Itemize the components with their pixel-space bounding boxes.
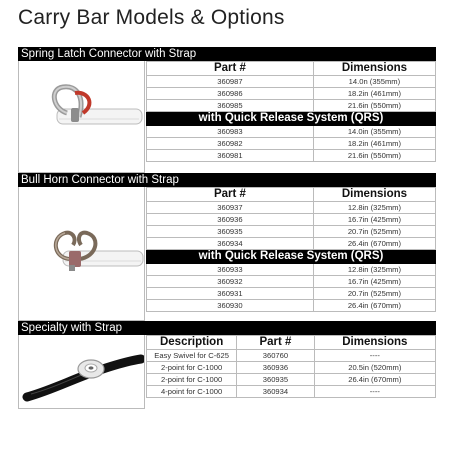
part-cell: 360760 — [237, 350, 314, 362]
table-row — [147, 288, 436, 300]
dim-cell: 18.2in (461mm) — [313, 138, 435, 150]
spring-latch-image — [18, 61, 145, 173]
desc-cell: 2-point for C-1000 — [147, 374, 237, 386]
table-row — [147, 100, 436, 112]
part-cell: 360987 — [147, 76, 314, 88]
qrs-heading: with Quick Release System (QRS) — [147, 250, 436, 264]
section-heading-bull-horn: Bull Horn Connector with Strap — [18, 173, 436, 187]
desc-cell: Easy Swivel for C-625 — [147, 350, 237, 362]
spring-latch-table — [146, 61, 436, 162]
table-row — [147, 374, 436, 386]
part-cell: 360934 — [237, 386, 314, 398]
table-row — [147, 150, 436, 162]
dim-cell: 18.2in (461mm) — [313, 88, 435, 100]
table-row — [147, 386, 436, 398]
part-cell: 360982 — [147, 138, 314, 150]
dim-cell: 26.4in (670mm) — [314, 374, 435, 386]
dim-cell: ---- — [314, 386, 435, 398]
dim-cell: 21.6in (550mm) — [313, 100, 435, 112]
page-title: Carry Bar Models & Options — [18, 6, 285, 29]
dim-cell: 26.4in (670mm) — [313, 300, 435, 312]
dim-cell: 20.7in (525mm) — [313, 226, 435, 238]
part-cell: 360983 — [147, 126, 314, 138]
col-header-dimensions: Dimensions — [313, 188, 435, 202]
table-row — [147, 238, 436, 250]
table-row — [147, 276, 436, 288]
col-header-dimensions: Dimensions — [313, 62, 435, 76]
dim-cell: 12.8in (325mm) — [313, 264, 435, 276]
table-row — [147, 214, 436, 226]
col-header-description: Description — [147, 336, 237, 350]
part-cell: 360932 — [147, 276, 314, 288]
col-header-part: Part # — [147, 188, 314, 202]
dim-cell: 20.7in (525mm) — [313, 288, 435, 300]
part-cell: 360985 — [147, 100, 314, 112]
dim-cell: 12.8in (325mm) — [313, 202, 435, 214]
col-header-part: Part # — [147, 62, 314, 76]
table-row — [147, 138, 436, 150]
table-row — [147, 264, 436, 276]
specialty-table — [146, 335, 436, 398]
part-cell: 360930 — [147, 300, 314, 312]
table-row — [147, 300, 436, 312]
dim-cell: 26.4in (670mm) — [313, 238, 435, 250]
bull-horn-image — [18, 187, 145, 321]
part-cell: 360934 — [147, 238, 314, 250]
table-row — [147, 226, 436, 238]
section-heading-spring-latch: Spring Latch Connector with Strap — [18, 47, 436, 61]
dim-cell: 14.0n (355mm) — [313, 76, 435, 88]
part-cell: 360935 — [147, 226, 314, 238]
part-cell: 360986 — [147, 88, 314, 100]
section-heading-specialty: Specialty with Strap — [18, 321, 436, 335]
col-header-part: Part # — [237, 336, 314, 350]
dim-cell: 16.7in (425mm) — [313, 214, 435, 226]
part-cell: 360936 — [237, 362, 314, 374]
bull-horn-table — [146, 187, 436, 312]
specialty-image — [18, 335, 145, 409]
dim-cell: 21.6in (550mm) — [313, 150, 435, 162]
table-row — [147, 126, 436, 138]
desc-cell: 4-point for C-1000 — [147, 386, 237, 398]
col-header-dimensions: Dimensions — [314, 336, 435, 350]
table-row — [147, 202, 436, 214]
table-row — [147, 350, 436, 362]
table-row — [147, 88, 436, 100]
dim-cell: 20.5in (520mm) — [314, 362, 435, 374]
dim-cell: ---- — [314, 350, 435, 362]
part-cell: 360935 — [237, 374, 314, 386]
qrs-heading: with Quick Release System (QRS) — [147, 112, 436, 126]
table-row — [147, 362, 436, 374]
part-cell: 360933 — [147, 264, 314, 276]
part-cell: 360981 — [147, 150, 314, 162]
part-cell: 360937 — [147, 202, 314, 214]
part-cell: 360931 — [147, 288, 314, 300]
table-row — [147, 76, 436, 88]
part-cell: 360936 — [147, 214, 314, 226]
dim-cell: 16.7in (425mm) — [313, 276, 435, 288]
dim-cell: 14.0in (355mm) — [313, 126, 435, 138]
desc-cell: 2-point for C-1000 — [147, 362, 237, 374]
